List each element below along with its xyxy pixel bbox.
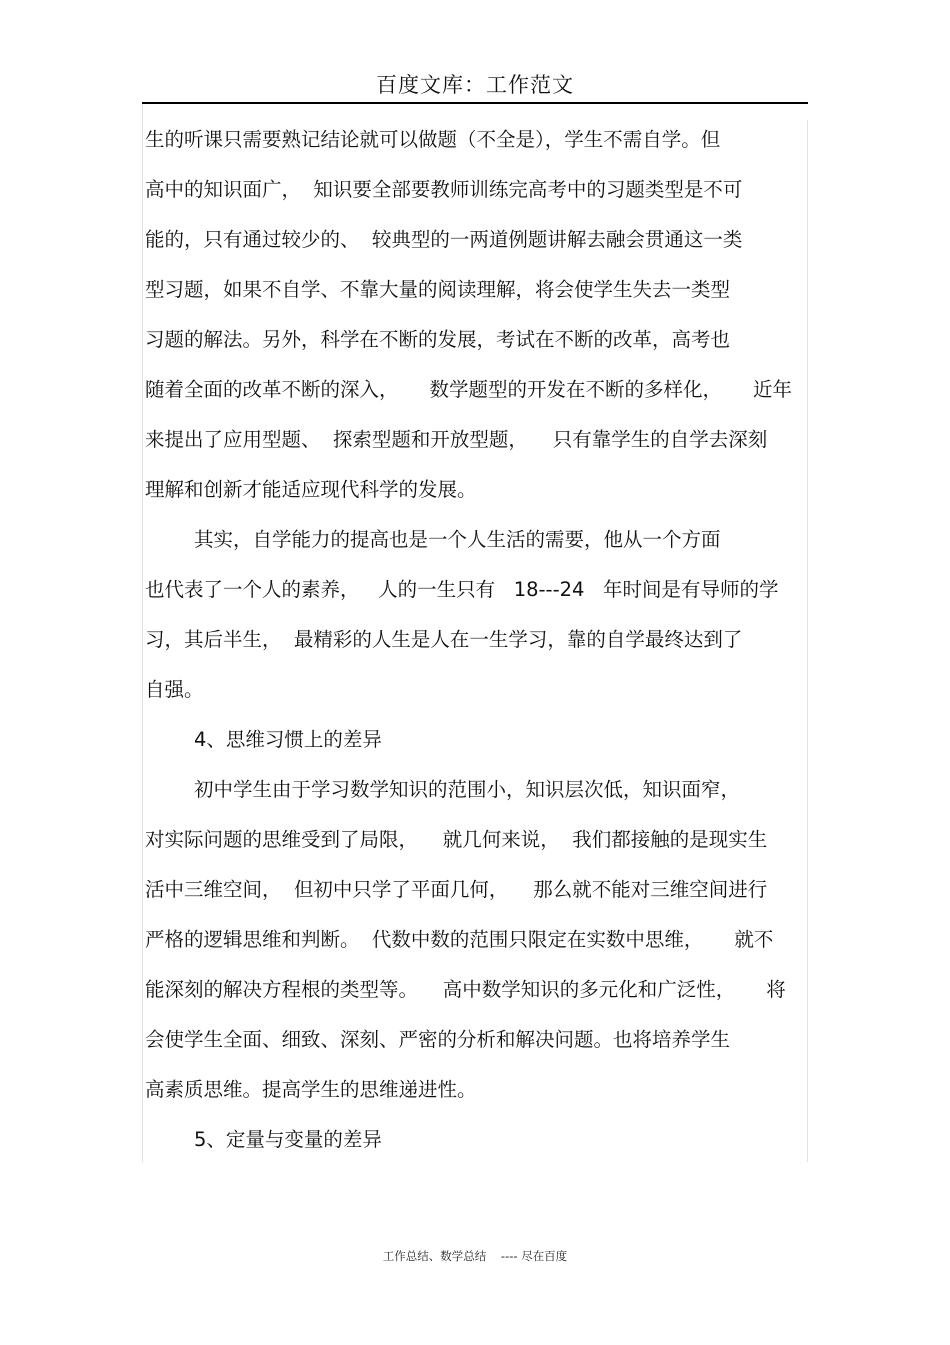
page-footer-text: 工作总结、数学总结 ---- 尽在百度 (382, 1249, 568, 1263)
section-heading: 5、定量与变量的差异 (194, 1128, 382, 1151)
body-text-line: 随着全面的改革不断的深入， 数学题型的开发在不断的多样化， 近年 (145, 378, 792, 401)
body-text-line: 习，其后半生， 最精彩的人生是人在一生学习，靠的自学最终达到了 (145, 628, 743, 651)
body-text-line: 习题的解法。另外，科学在不断的发展，考试在不断的改革，高考也 (145, 328, 731, 351)
paragraph-first-line: 初中学生由于学习数学知识的范围小，知识层次低，知识面窄， (194, 778, 741, 801)
body-text-line: 严格的逻辑思维和判断。 代数中数的范围只限定在实数中思维， 就不 (145, 928, 774, 951)
body-text-line: 型习题，如果不自学、不靠大量的阅读理解，将会使学生失去一类型 (145, 278, 731, 301)
body-text-line: 来提出了应用型题、 探索型题和开放型题， 只有靠学生的自学去深刻 (145, 428, 768, 451)
body-text-line: 能深刻的解决方程根的类型等。 高中数学知识的多元化和广泛性， 将 (145, 978, 786, 1001)
body-text-line: 生的听课只需要熟记结论就可以做题（不全是），学生不需自学。但 (145, 128, 721, 151)
page-header-title: 百度文库：工作范文 (376, 73, 574, 97)
body-text-line: 会使学生全面、细致、深刻、严密的分析和解决问题。也将培养学生 (145, 1028, 731, 1051)
page-frame-left-border (142, 104, 143, 1162)
body-text-line: 活中三维空间， 但初中只学了平面几何， 那么就不能对三维空间进行 (145, 878, 768, 901)
section-heading: 4、思维习惯上的差异 (194, 728, 382, 751)
body-text-line: 高中的知识面广， 知识要全部要教师训练完高考中的习题类型是不可 (145, 178, 743, 201)
body-text-line: 自强。 (145, 678, 204, 701)
paragraph-first-line: 其实，自学能力的提高也是一个人生活的需要，他从一个方面 (194, 528, 721, 551)
body-text-line: 能的，只有通过较少的、 较典型的一两道例题讲解去融会贯通这一类 (145, 228, 743, 251)
body-text-line: 也代表了一个人的素养， 人的一生只有 18---24 年时间是有导师的学 (145, 578, 779, 601)
body-text-line: 高素质思维。提高学生的思维递进性。 (145, 1078, 477, 1101)
body-text-line: 对实际问题的思维受到了局限， 就几何来说， 我们都接触的是现实生 (145, 828, 768, 851)
body-text-line: 理解和创新才能适应现代科学的发展。 (145, 478, 477, 501)
header-divider (142, 102, 808, 104)
